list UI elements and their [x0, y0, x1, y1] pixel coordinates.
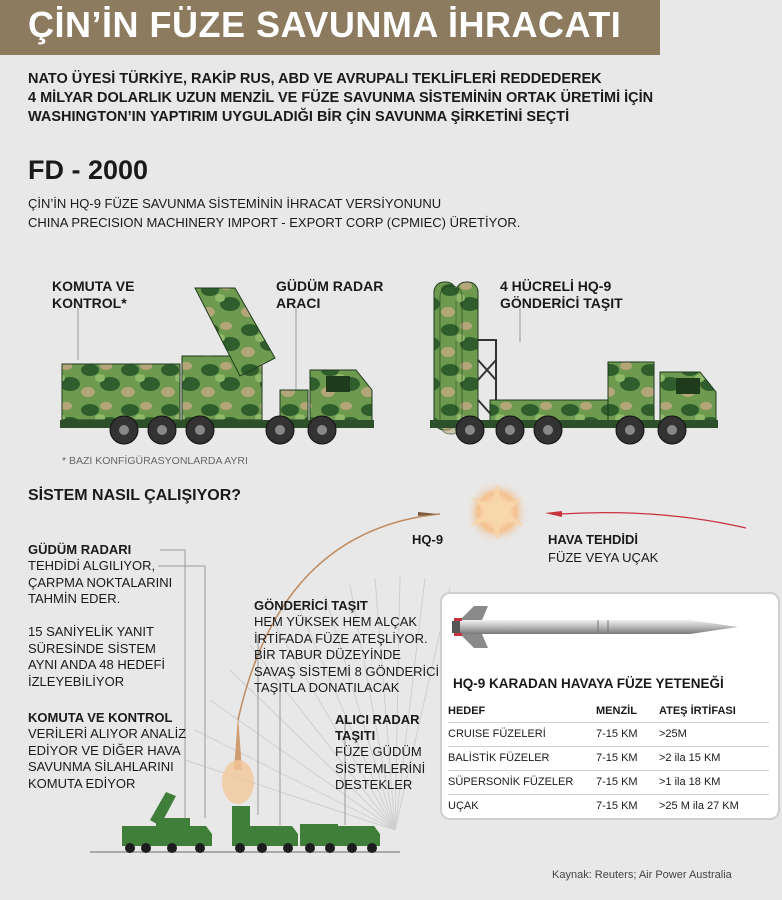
text-line: İZLEYEBİLİYOR: [28, 673, 125, 689]
system-desc-line: CHINA PRECISION MACHINERY IMPORT - EXPORT CORP (CPMIEC) ÜRETİYOR.: [28, 215, 521, 230]
page-title: ÇİN’İN FÜZE SAVUNMA İHRACATI: [28, 4, 622, 45]
table-cell: 7-15 KM: [596, 746, 659, 770]
text-line: TAŞITI: [335, 728, 376, 743]
label-line: ARACI: [276, 295, 321, 311]
launcher-step-text: [254, 614, 439, 697]
launcher-truck: [430, 282, 718, 444]
text-line: SİSTEMLERİNİ: [335, 760, 426, 776]
text-line: TAŞITLA DONATILACAK: [254, 680, 400, 695]
hq9-label: HQ-9: [412, 532, 444, 547]
table-cell: UÇAK: [448, 794, 596, 818]
radar-tracking-text: [28, 624, 165, 690]
label-line: 4 HÜCRELİ HQ-9: [500, 278, 612, 294]
text-line: ALICI RADAR: [335, 712, 420, 727]
table-row: [448, 794, 769, 818]
table-cell: >1 ila 18 KM: [659, 770, 769, 794]
intro-line: NATO ÜYESİ TÜRKİYE, RAKİP RUS, ABD VE AVRUPALI TEKLİFLERİ REDDEDEREK: [28, 71, 602, 87]
text-line: VERİLERİ ALIYOR ANALİZ: [28, 726, 187, 741]
capability-table: [448, 700, 769, 818]
label-line: GÜDÜM RADAR: [276, 278, 384, 294]
text-line: SÜRESİNDE SİSTEM: [28, 640, 156, 656]
text-line: İRTİFADA FÜZE ATEŞLİYOR.: [254, 630, 428, 646]
small-vehicles: [122, 792, 380, 846]
table-header: HEDEF: [448, 704, 486, 717]
threat-trajectory: [560, 513, 746, 528]
source-credit: Kaynak: Reuters; Air Power Australia: [552, 869, 732, 881]
text-line: SAVAŞ SİSTEMİ 8 GÖNDERİCİ: [254, 663, 440, 679]
text-line: DESTEKLER: [335, 777, 413, 792]
text-line: KOMUTA EDİYOR: [28, 775, 136, 791]
table-row: [448, 722, 769, 746]
vehicles-illustration: [0, 280, 782, 455]
command-step-title: KOMUTA VE KONTROL: [28, 710, 173, 725]
receiver-step-title: [335, 712, 420, 744]
how-it-works-title: SİSTEM NASIL ÇALIŞIYOR?: [28, 487, 242, 504]
threat-title: HAVA TEHDİDİ: [548, 532, 639, 547]
text-line: EDİYOR VE DİĞER HAVA: [28, 742, 181, 758]
threat-subtitle: FÜZE VEYA UÇAK: [548, 550, 659, 565]
text-line: FÜZE GÜDÜM: [335, 744, 422, 759]
table-cell: 7-15 KM: [596, 722, 659, 746]
table-cell: CRUISE FÜZELERİ: [448, 722, 596, 746]
system-description: [28, 194, 520, 232]
command-step-text: [28, 726, 186, 792]
label-line: KONTROL*: [52, 295, 127, 311]
text-line: TAHMİN EDER.: [28, 591, 121, 606]
intro-line: WASHINGTON’IN YAPTIRIM UYGULADIĞI BİR ÇİN SAVUNMA ŞİRKETİNİ SEÇTİ: [28, 109, 570, 125]
table-header: ATEŞ İRTİFASI: [659, 704, 736, 717]
table-cell: SÜPERSONİK FÜZELER: [448, 770, 596, 794]
table-cell: >25 M ila 27 KM: [659, 794, 769, 818]
launcher-step-title: GÖNDERİCİ TAŞIT: [254, 598, 368, 613]
text-line: 15 SANİYELİK YANIT: [28, 624, 154, 639]
label-line: GÖNDERİCİ TAŞIT: [500, 295, 623, 311]
text-line: TEHDİDİ ALGILIYOR,: [28, 558, 156, 573]
command-radar-truck: [60, 288, 374, 444]
text-line: HEM YÜKSEK HEM ALÇAK: [254, 614, 418, 629]
receiver-step-text: [335, 744, 425, 794]
table-cell: >2 ila 15 KM: [659, 746, 769, 770]
capability-title: HQ-9 KARADAN HAVAYA FÜZE YETENEĞİ: [453, 676, 724, 691]
system-desc-line: ÇİN’İN HQ-9 FÜZE SAVUNMA SİSTEMİNİN İHRACAT VERSİYONUNU: [28, 196, 442, 211]
config-note: * BAZI KONFİGÜRASYONLARDA AYRI: [62, 455, 248, 467]
table-cell: 7-15 KM: [596, 770, 659, 794]
text-line: SAVUNMA SİLAHLARINI: [28, 759, 174, 774]
table-cell: >25M: [659, 722, 769, 746]
label-line: KOMUTA VE: [52, 278, 135, 294]
hq9-missile-illustration: [448, 604, 748, 650]
radar-step-text: [28, 558, 172, 608]
table-cell: 7-15 KM: [596, 794, 659, 818]
text-line: BİR TABUR DÜZEYİNDE: [254, 647, 401, 662]
radar-step-title: GÜDÜM RADARI: [28, 542, 132, 557]
text-line: ÇARPMA NOKTALARINI: [28, 574, 173, 590]
text-line: AYNI ANDA 48 HEDEFİ: [28, 657, 166, 672]
intro-line: 4 MİLYAR DOLARLIK UZUN MENZİL VE FÜZE SAVUNMA SİSTEMİNİN ORTAK ÜRETİMİ İÇİN: [28, 90, 654, 106]
table-row: [448, 746, 769, 770]
intro-text: [28, 70, 768, 127]
table-cell: BALİSTİK FÜZELER: [448, 746, 596, 770]
table-header: MENZİL: [596, 704, 637, 717]
system-name: FD - 2000: [28, 155, 149, 185]
table-row: [448, 770, 769, 794]
threat-missile-icon: [545, 511, 562, 517]
